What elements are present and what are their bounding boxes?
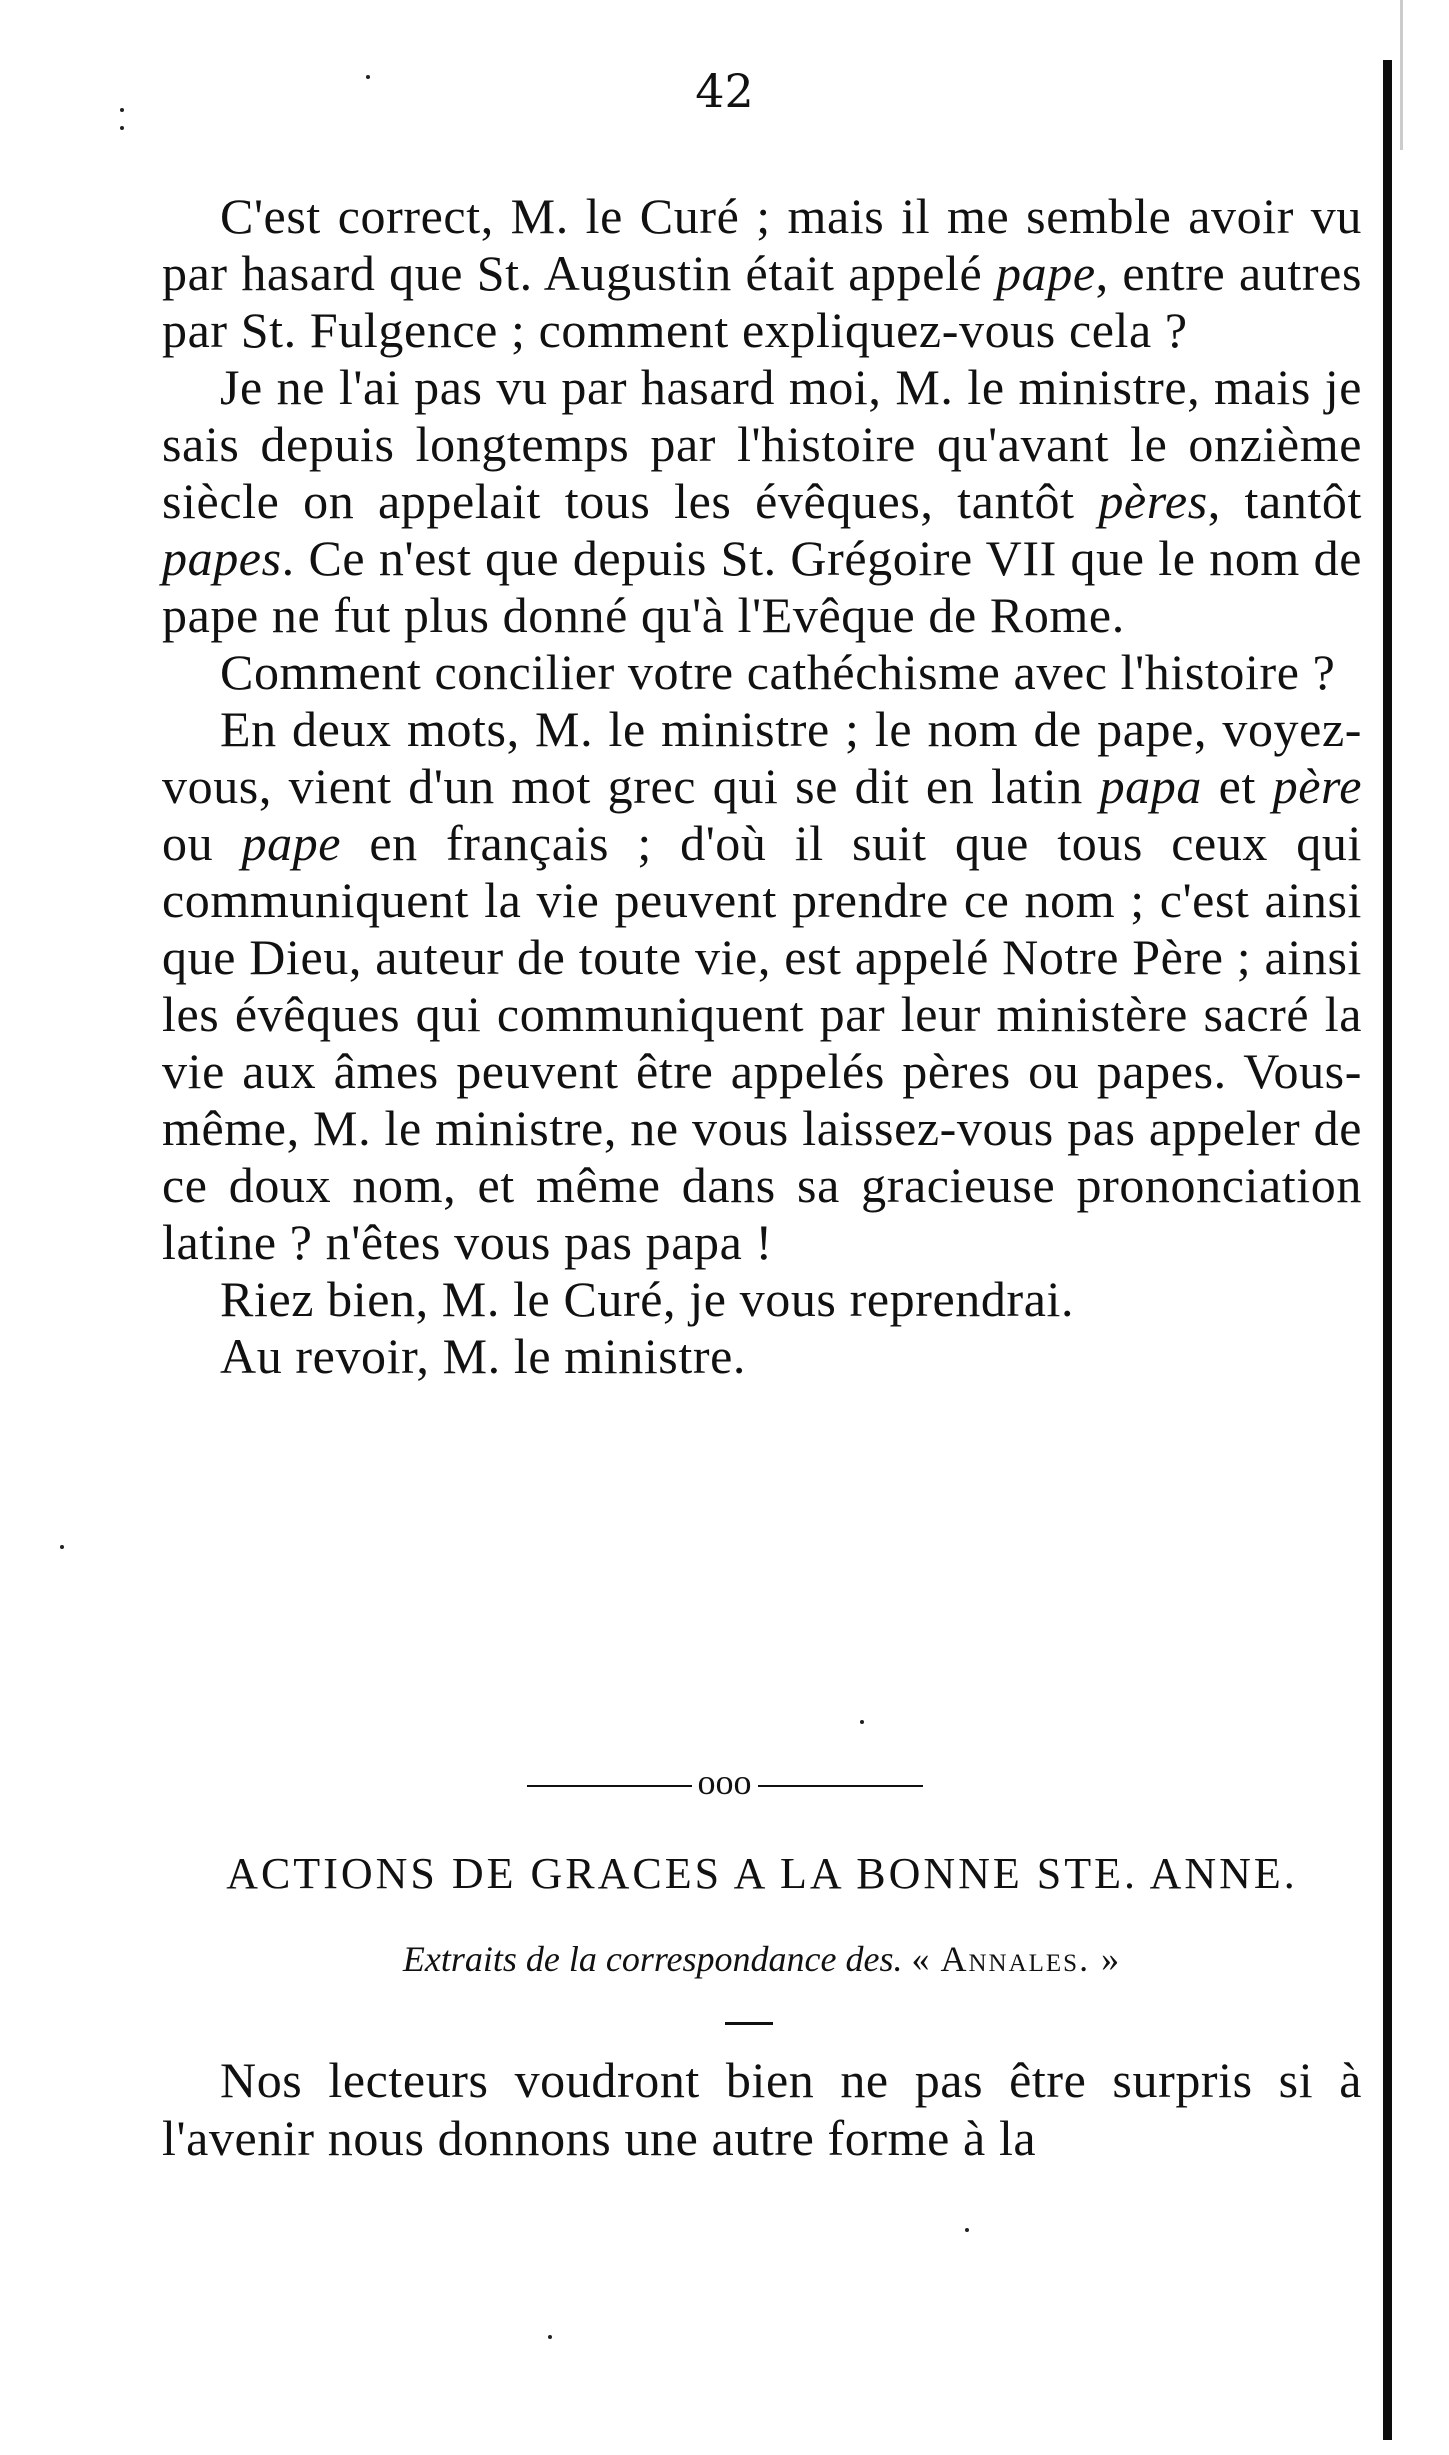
- paragraph: [162, 701, 1362, 1271]
- paragraph: [162, 1271, 1362, 1328]
- margin-mark: [1400, 0, 1403, 150]
- italic-word: père: [1272, 758, 1363, 814]
- text-run: ou: [162, 815, 242, 871]
- text-run: Riez bien, M. le Curé, je vous reprendrai.: [220, 1271, 1075, 1327]
- print-speck: [60, 1545, 64, 1549]
- divider-rule-right: [758, 1785, 923, 1787]
- print-speck: [965, 2228, 969, 2232]
- text-run: en français ; d'où il suit que tous ceux qui communiquent la vie peuvent prendre ce nom ; c'est ainsi que Dieu, auteur de toute vie, est appelé Notre Père ; ainsi les évêques qui communiquent par leur ministère sacré la vie aux âmes peuvent être appelés pères ou papes. Vous-même, M. le ministre, ne vous laissez-vous pas appeler de ce doux nom, et même dans sa gracieuse prononciation latine ? n'êtes vous pas papa !: [162, 815, 1362, 1270]
- italic-word: papa: [1099, 758, 1202, 814]
- subtitle-prefix: Extraits de la correspondance des: [402, 1939, 894, 1979]
- paragraph: [162, 644, 1362, 701]
- closing-paragraph: Nos lecteurs voudront bien ne pas être surpris si à l'avenir nous donnons une autre forme à la: [162, 2052, 1362, 2166]
- text-run: Au revoir, M. le ministre.: [220, 1328, 747, 1384]
- page-number: 42: [695, 64, 754, 118]
- print-speck: [120, 126, 124, 130]
- italic-word: pape: [996, 245, 1096, 301]
- paragraph: [162, 359, 1362, 644]
- short-rule: [725, 2022, 773, 2025]
- dialogue-body: [162, 188, 1362, 1385]
- text-run: Je ne l'ai pas vu par hasard moi, M. le ministre, mais je sais depuis longtemps par l'histoire qu'avant le onzième siècle on appelait tous les évêques, tantôt: [162, 359, 1362, 529]
- binding-edge-shadow: [1383, 60, 1392, 2440]
- italic-word: papes: [162, 530, 282, 586]
- italic-word: pape: [241, 815, 342, 871]
- print-speck: [120, 108, 124, 112]
- text-run: , entre autres par St. Fulgence ; comment expliquez-vous cela ?: [162, 245, 1362, 358]
- text-run: , tantôt: [1207, 473, 1363, 529]
- section-divider: [0, 1762, 1449, 1802]
- divider-ornament: ooo: [697, 1762, 752, 1802]
- italic-word: pères: [1098, 473, 1208, 529]
- text-run: . Ce n'est que depuis St. Grégoire VII que le nom de pape ne fut plus donné qu'à l'Evêque de Rome.: [162, 530, 1362, 643]
- subtitle-journal: « Annales. »: [911, 1939, 1122, 1979]
- print-speck: [548, 2335, 552, 2339]
- print-speck: [860, 1720, 864, 1724]
- text-run: et: [1201, 758, 1273, 814]
- text-run: C'est correct, M. le Curé ; mais il me semble avoir vu par hasard que St. Augustin était appelé: [162, 188, 1362, 301]
- section-subtitle: Extraits de la correspondance des. « Annales. »: [402, 1939, 1122, 1979]
- text-run: Comment concilier votre cathéchisme avec l'histoire ?: [220, 644, 1336, 700]
- text-run: En deux mots, M. le ministre ; le nom de pape, voyez-vous, vient d'un mot grec qui se dit en latin: [162, 701, 1362, 814]
- section-title: ACTIONS DE GRACES A LA BONNE STE. ANNE.: [226, 1849, 1298, 1898]
- paragraph: [162, 188, 1362, 359]
- divider-rule-left: [527, 1785, 692, 1787]
- paragraph: [162, 1328, 1362, 1385]
- print-speck: [366, 75, 370, 79]
